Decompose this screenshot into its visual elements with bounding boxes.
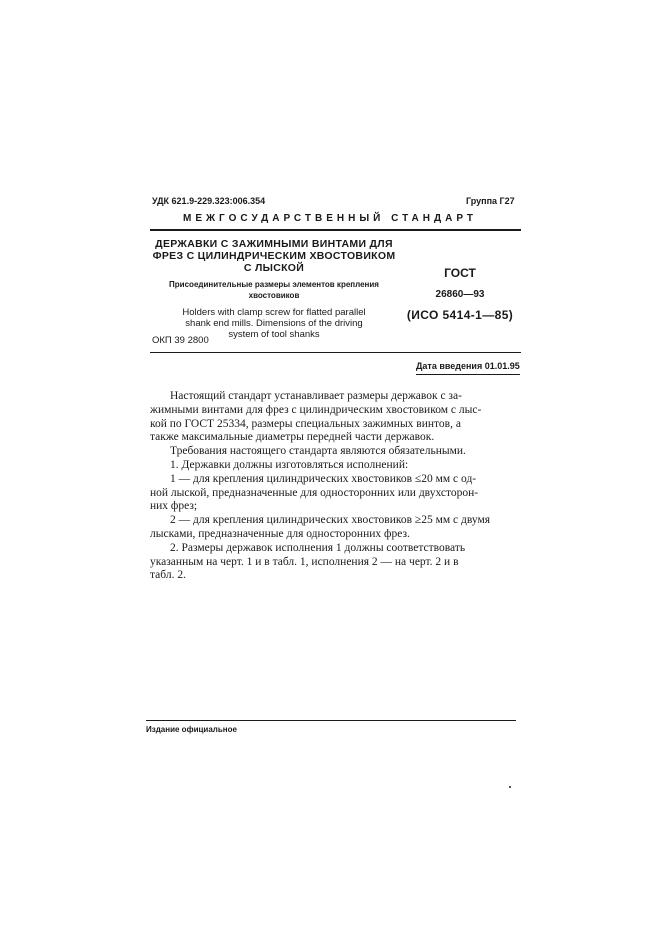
group-code: Группа Г27 (466, 196, 515, 206)
title-line: ДЕРЖАВКИ С ЗАЖИМНЫМИ ВИНТАМИ ДЛЯ (155, 238, 393, 250)
footer-rule (146, 720, 516, 721)
body-text (150, 390, 519, 583)
item-2-line: табл. 2. (150, 569, 186, 582)
gost-label: ГОСТ (444, 266, 476, 280)
variant-2-line: лысками, предназначенные для односторонних фрез. (150, 527, 410, 540)
scan-speck (509, 786, 511, 788)
subtitle (150, 279, 398, 301)
interstate-standard-heading: МЕЖГОСУДАРСТВЕННЫЙ СТАНДАРТ (183, 213, 477, 224)
intro-line: кой по ГОСТ 25334, размеры специальных зажимных винтов, а (150, 417, 461, 430)
date-underline (416, 374, 520, 375)
header-rule (150, 229, 521, 231)
okp-code: ОКП 39 2800 (152, 335, 209, 346)
title-line: ФРЕЗ С ЦИЛИНДРИЧЕСКИМ ХВОСТОВИКОМ (152, 250, 396, 262)
gost-number: 26860—93 (435, 289, 485, 300)
okp-rule (150, 352, 521, 353)
intro-line: Настоящий стандарт устанавливает размеры державок с за- (170, 390, 462, 402)
variant-2-line: 2 — для крепления цилиндрических хвостовиков ≥25 мм с двумя (170, 514, 491, 527)
english-title-line: system of tool shanks (228, 329, 320, 340)
title-block (150, 238, 398, 340)
official-edition-note: Издание официальное (146, 725, 237, 734)
iso-designation: (ИСО 5414-1—85) (406, 308, 514, 322)
intro-line: также максимальные диаметры передней части державок. (150, 431, 435, 444)
mandatory-note: Требования настоящего стандарта являются обязательными. (170, 445, 466, 458)
item-2-line: указанным на черт. 1 и в табл. 1, исполнения 2 — на черт. 2 и в (150, 555, 459, 568)
variant-1-line: 1 — для крепления цилиндрических хвостовиков ≤20 мм с од- (170, 472, 477, 485)
udk-code: УДК 621.9-229.323:006.354 (152, 196, 266, 206)
designation-block (406, 266, 514, 322)
item-2-line: 2. Размеры державок исполнения 1 должны соответствовать (170, 541, 466, 554)
variant-1-line: ной лыской, предназначенные для односторонних или двухсторон- (150, 486, 479, 499)
variant-1-line: них фрез; (150, 500, 198, 513)
subtitle-line: хвостовиков (248, 291, 300, 300)
item-1: 1. Державки должны изготовляться исполнений: (170, 458, 409, 471)
effective-date: Дата введения 01.01.95 (416, 361, 520, 371)
english-title-line: Holders with clamp screw for flatted parallel (182, 307, 366, 318)
english-title-line: shank end mills. Dimensions of the driving (185, 318, 363, 329)
intro-line: жимными винтами для фрез с цилиндрическим хвостовиком с лыс- (150, 403, 482, 416)
subtitle-line: Присоединительные размеры элементов крепления (169, 280, 379, 289)
title-line: С ЛЫСКОЙ (243, 262, 305, 274)
